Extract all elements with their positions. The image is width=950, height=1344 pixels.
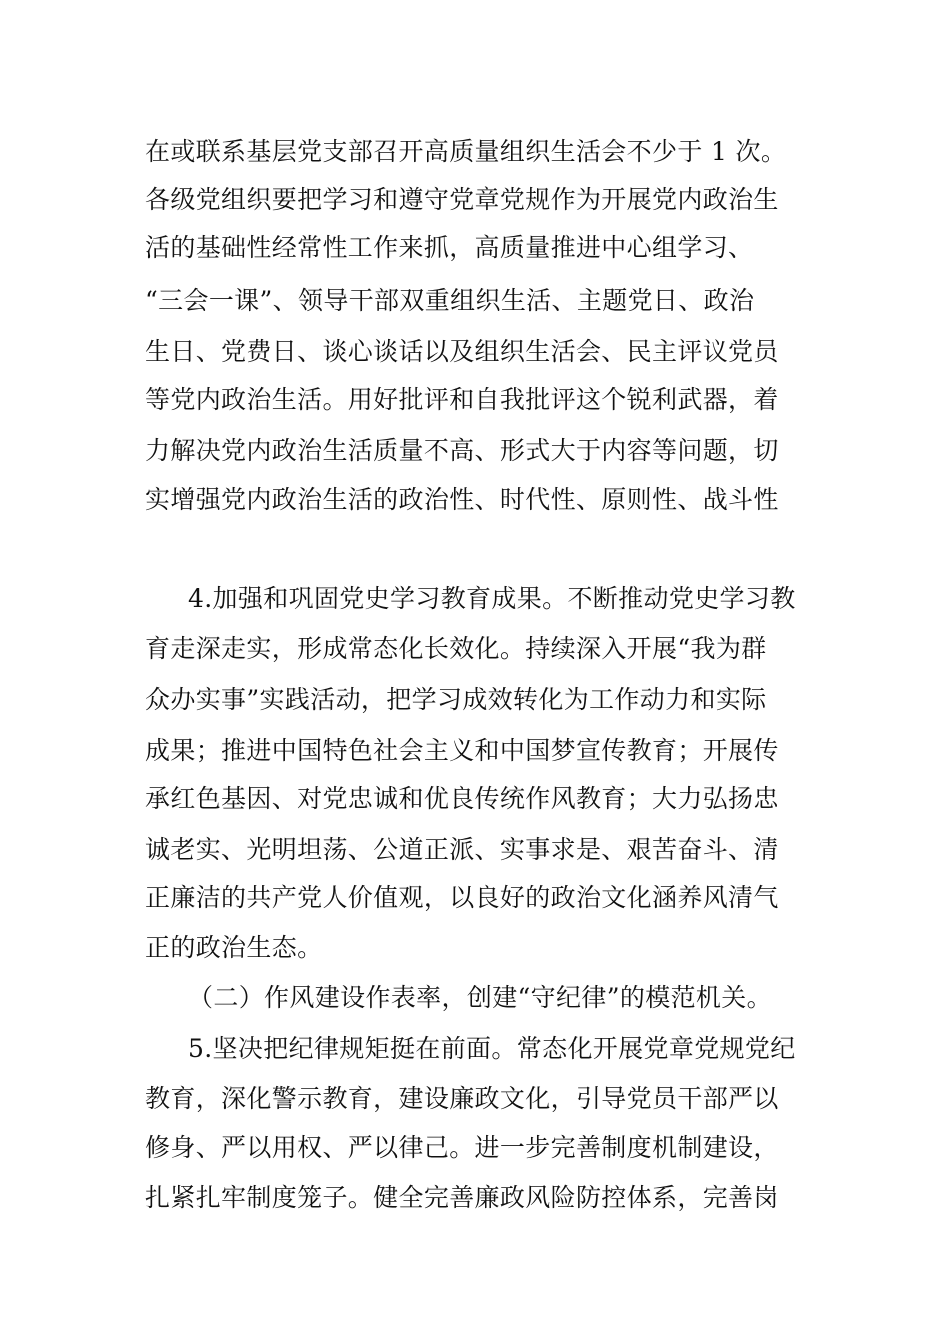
text-line: 承红色基因、对党忠诚和优良传统作风教育；大力弘扬忠 [145,784,779,813]
text-line: 5.坚决把纪律规矩挺在前面。常态化开展党章党规党纪 [188,1034,796,1063]
text-line: 4.加强和巩固党史学习教育成果。不断推动党史学习教 [188,584,796,613]
text-line: 在或联系基层党支部召开高质量组织生活会不少于 1 次。 [145,137,787,166]
text-line: 修身、严以用权、严以律己。进一步完善制度机制建设， [145,1133,779,1162]
section-heading-text: （二）作风建设作表率，创建“守纪律”的模范机关。 [188,983,772,1012]
text-line: 各级党组织要把学习和遵守党章党规作为开展党内政治生 [145,185,779,214]
text-line: 扎紧扎牢制度笼子。健全完善廉政风险防控体系，完善岗 [145,1183,779,1212]
text-line: 诚老实、光明坦荡、公道正派、实事求是、艰苦奋斗、清 [145,835,779,864]
text-line: 实增强党内政治生活的政治性、时代性、原则性、战斗性 [145,485,779,514]
text-line: 力解决党内政治生活质量不高、形式大于内容等问题，切 [145,436,779,465]
text-line: 活的基础性经常性工作来抓，高质量推进中心组学习、 [145,233,754,262]
text-line: 育走深走实，形成常态化长效化。持续深入开展“我为群 [145,634,767,663]
text-line: “三会一课”、领导干部双重组织生活、主题党日、政治 [145,286,755,315]
text-line: 正的政治生态。 [145,933,323,962]
text-line: 教育，深化警示教育，建设廉政文化，引导党员干部严以 [145,1084,779,1113]
text-line: 生日、党费日、谈心谈话以及组织生活会、民主评议党员 [145,337,779,366]
text-line: 等党内政治生活。用好批评和自我批评这个锐利武器，着 [145,385,779,414]
text-line: 正廉洁的共产党人价值观，以良好的政治文化涵养风清气 [145,883,779,912]
text-line: 众办实事”实践活动，把学习成效转化为工作动力和实际 [145,685,767,714]
text-line: 成果；推进中国特色社会主义和中国梦宣传教育；开展传 [145,736,779,765]
